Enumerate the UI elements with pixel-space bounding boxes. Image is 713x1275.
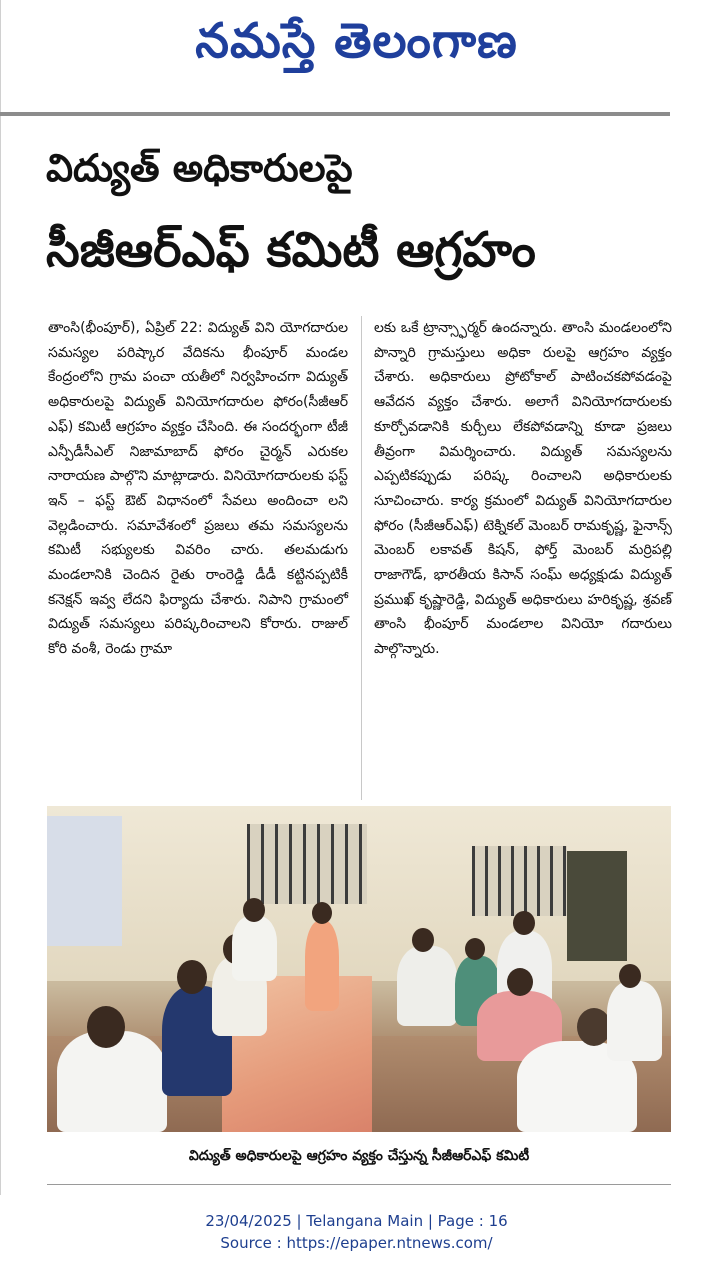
photo-caption: విద్యుత్ అధికారులపై ఆగ్రహం వ్యక్తం చేస్తున్న సీజీఆర్ఎఫ్ కమిటీ [188, 1148, 530, 1164]
photo-person-head [177, 960, 207, 994]
footer-divider [47, 1184, 671, 1185]
photo-person [232, 916, 277, 981]
photo-door [567, 851, 627, 961]
article-right-column: లకు ఒకే ట్రాన్స్ఫార్మర్ ఉందన్నారు. తాంసి మండలంలోని పొన్నారి గ్రామస్తులు అధికా రులపై ఆగ్రహం వ్యక్తం చేశారు. అధికారులు ప్రోటోకాల్ పాటించకపోవడంపై ఆవేదన వ్యక్తం చేశారు. అలాగే వినియోగదారులకు కూర్చోవడానికి కుర్చీలు లేకపోవడాన్ని కూడా ప్రజలు తీవ్రంగా విమర్శించారు. విద్యుత్ సమస్యలను ఎప్పటికప్పుడు పరిష్క రించాలని అధికారులకు సూచించారు. కార్య క్రమంలో విద్యుత్ వినియోగదారుల ఫోరం (సీజీఆర్ఎఫ్) టెక్నికల్ మెంబర్ రామకృష్ణ, ఫైనాన్స్ మెంబర్ లకావత్ కిషన్, ఫోర్త్ మెంబర్ మర్రిపల్లి రాజాగౌడ్, భారతీయ కిసాన్ సంఘ్ అధ్యక్షుడు విద్యుత్ ప్రముఖ్ కృష్ణారెడ్డి, విద్యుత్ అధికారులు హరికృష్ణ, శ్రవణ్ తాంసి భీంపూర్ మండలాల వినియో గదారులు పాల్గొన్నారు. [374, 320, 672, 658]
photo-person [305, 921, 339, 1011]
photo-person-head [507, 968, 533, 996]
photo-person-head [619, 964, 641, 988]
headline-line-2: సీజీఆర్ఎఫ్ కమిటీ ఆగ్రహం [46, 222, 536, 278]
photo-person-head [243, 898, 265, 922]
column-divider [361, 316, 362, 800]
photo-person-head [412, 928, 434, 952]
photo-person [607, 981, 662, 1061]
newspaper-masthead: నమస్తే తెలంగాణ [195, 13, 518, 69]
photo-person-head [312, 902, 332, 924]
photo-window [472, 846, 567, 916]
article-left-column: తాంసి(భీంపూర్), ఏప్రిల్ 22: విద్యుత్ విని యోగదారుల సమస్యల పరిష్కార వేదికను భీంపూర్ మండల కేంద్రంలోని గ్రామ పంచా యతీలో నిర్వహించగా విద్యుత్ అధికారులపై విద్యుత్ వినియోగదారుల ఫోరం(సీజీఆర్ ఎఫ్) కమిటీ ఆగ్రహం వ్యక్తం చేసింది. ఈ సందర్భంగా టీజీ ఎన్పీడీసీఎల్ నిజామాబాద్ ఫోరం చైర్మన్ ఎరుకల నారాయణ పాల్గొని మాట్లాడారు. వినియోగదారులకు ఫస్ట్ ఇన్ – ఫస్ట్ ఔట్ విధానంలో సేవలు అందించా లని వెల్లడించారు. సమావేశంలో ప్రజలు తమ సమస్యలను కమిటీ సభ్యులకు వివరిం చారు. తలమడుగు మండలానికి చెందిన రైతు రాంరెడ్డి డీడీ కట్టినప్పటికీ కనెక్షన్ ఇవ్వ లేదని ఫిర్యాదు చేశారు. నిపాని గ్రామంలో విద్యుత్ సమస్యలు పరిష్కరించాలని కోరారు. రాజుల్ కోరి వంశీ, రెండు గ్రామా [48, 320, 348, 658]
page-edge-rule [0, 0, 1, 1195]
news-photo [47, 806, 671, 1132]
photo-person-head [513, 911, 535, 935]
photo-window [247, 824, 367, 904]
photo-person-head [87, 1006, 125, 1048]
photo-person-head [465, 938, 485, 960]
masthead-divider [0, 112, 670, 116]
photo-person [397, 946, 457, 1026]
photo-banner [47, 816, 122, 946]
headline-line-1: విద్యుత్ అధికారులపై [46, 146, 353, 190]
footer-source-link[interactable]: Source : https://epaper.ntnews.com/ [220, 1234, 493, 1252]
photo-person-head [577, 1008, 611, 1046]
page-footer [0, 1210, 713, 1254]
footer-edition-info: 23/04/2025 | Telangana Main | Page : 16 [205, 1212, 508, 1230]
